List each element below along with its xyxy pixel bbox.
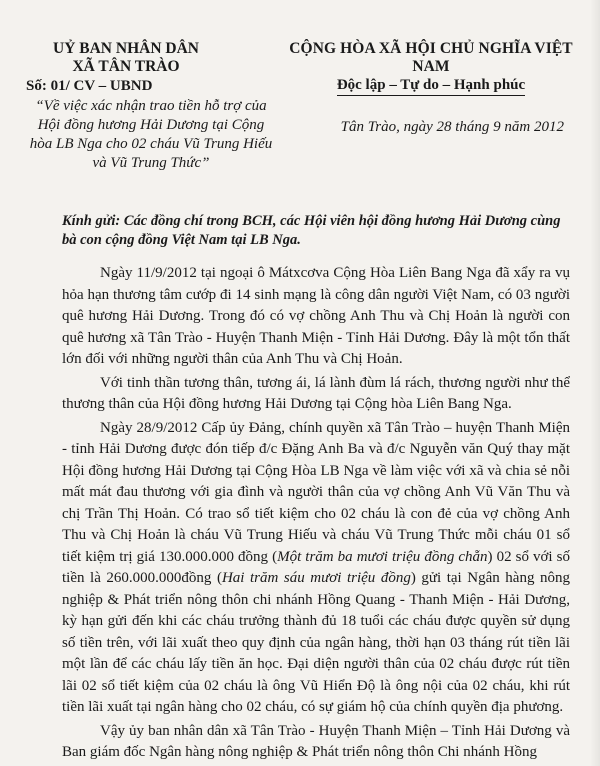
nation-name: CỘNG HÒA XÃ HỘI CHỦ NGHĨA VIỆT NAM xyxy=(289,40,573,75)
national-motto: Độc lập – Tự do – Hạnh phúc xyxy=(337,76,525,96)
document-number: Số: 01/ CV – UBND xyxy=(26,78,153,94)
issuer-commune: XÃ TÂN TRÀO xyxy=(72,58,180,75)
paragraph-3-part-a: Ngày 28/9/2012 Cấp ủy Đảng, chính quyền xã Tân Trào – huyện Thanh Miện - tỉnh Hải Dương được đón tiếp đ/c Đặng Anh Ba và đ/c Nguyễn văn Quý thay mặt Hội đồng hương Hải Dương tại Cộng Hòa LB Nga về làm việc với xã và chia sẻ nỗi mất mát đau thương với gia đình và người thân của vợ chồng Anh Vũ Văn Thu và chị Trần Thị Hoản. Có trao sổ tiết kiệm cho 02 cháu là con đẻ của vợ chồng Anh Thu và Chị Hoản là cháu Vũ Trung Hiếu và cháu Vũ Trung Thức mỗi cháu 01 sổ tiết kiệm trị giá 130.000.000 đồng ( xyxy=(62,419,570,565)
national-header xyxy=(276,40,586,136)
letter-body xyxy=(62,263,570,764)
issuer-block xyxy=(26,40,276,173)
paragraph-1: Ngày 11/9/2012 tại ngoại ô Mátxcơva Cộng Hòa Liên Bang Nga đã xẩy ra vụ hỏa hạn thương tâm cướp đi 14 sinh mạng là công dân người Việt Nam, có 03 người quê hương Hải Dương. Trong đó có vợ chồng Anh Thu và Chị Hoản là người con quê hương xã Tân Trào - Huyện Thanh Miện - Tỉnh Hải Dương. Đây là một tổn thất lớn đối với những người thân của Anh Thu và Chị Hoản. xyxy=(62,265,570,367)
paragraph-2: Với tinh thần tương thân, tương ái, lá lành đùm lá rách, thương người như thể thương thân của Hội đồng hương Hải Dương tại Cộng hòa Liên Bang Nga. xyxy=(62,374,570,412)
scan-edge-shadow xyxy=(590,0,600,766)
amount-1-in-words: Một trăm ba mươi triệu đồng chẵn xyxy=(277,548,488,565)
paragraph-4: Vậy ủy ban nhân dân xã Tân Trào - Huyện Thanh Miện – Tỉnh Hải Dương và Ban giám đốc Ngân hàng nông nghiệp & Phát triển nông thôn Chi nhánh Hồng xyxy=(62,722,570,760)
salutation: Kính gửi: Các đồng chí trong BCH, các Hội viên hội đồng hương Hải Dương cùng bà con cộng đồng Việt Nam tại LB Nga. xyxy=(62,213,561,248)
paragraph-3 xyxy=(62,418,570,719)
dateline: Tân Trào, ngày 28 tháng 9 năm 2012 xyxy=(340,119,564,135)
paragraph-3-part-b: ) 02 sổ với số tiền là 260.000.000đồng ( xyxy=(62,548,570,586)
paragraph-3-part-c: ) gửi tại Ngân hàng nông nghiệp & Phát triển nông thôn chi nhánh Hồng Quang - Thanh Miện - Hải Dương, kỳ hạn gửi đến khi các cháu trưởng thành đủ 18 tuổi các cháu được quyền sử dụng số tiền trên, với lãi xuất theo quy định của ngân hàng, thời hạn 03 tháng rút tiền lãi một lần để các cháu lấy tiền ăn học. Đại diện người thân của 02 cháu được rút tiền lãi 02 sổ tiết kiệm của 02 cháu là ông Vũ Hiển Độ là ông nội của 02 cháu, khi rút tiền lãi xuất tại ngân hàng cho 02 cháu, có sự giám hộ của chính quyền địa phương. xyxy=(62,570,570,715)
issuer-name: UỶ BAN NHÂN DÂN xyxy=(53,40,199,57)
amount-2-in-words: Hai trăm sáu mươi triệu đồng xyxy=(221,570,411,586)
document-subject: “Về việc xác nhận trao tiền hỗ trợ của Hội đồng hương Hải Dương tại Cộng hòa LB Nga cho 02 cháu Vũ Trung Hiếu và Vũ Trung Thức” xyxy=(29,98,273,171)
